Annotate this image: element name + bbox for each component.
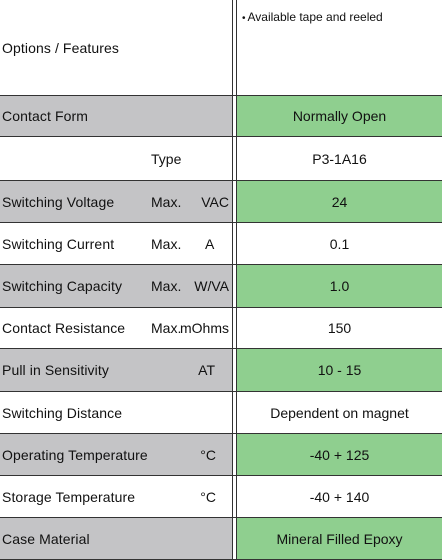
unit-label: A [205,235,215,252]
unit-label: mOhms [180,320,229,336]
unit-label: AT [198,362,215,378]
value-cell: 0.1 [329,235,350,252]
qualifier-label: Max. [151,320,182,336]
spec-row-contact-form [0,96,442,137]
value-cell: Mineral Filled Epoxy [276,530,403,547]
qualifier-label: Max. [151,193,182,210]
unit-label: °C [200,446,216,463]
options-label: Options / Features [2,39,119,56]
qualifier-label: Type [151,150,182,167]
unit-label: °C [200,488,216,505]
value-cell: 1.0 [329,278,350,294]
options-note [242,10,383,24]
param-label: Switching Voltage [2,193,115,210]
value-cell: Dependent on magnet [270,404,409,421]
value-cell: Normally Open [292,108,387,124]
param-label: Storage Temperature [2,488,136,505]
spec-row-type [0,137,442,181]
value-cell: -40 + 140 [309,488,370,505]
spec-row-switching-current [0,223,442,265]
qualifier-label: Max. [151,278,182,294]
spec-row-switching-capacity [0,265,442,308]
value-cell: -40 + 125 [309,446,370,463]
param-label: Switching Current [2,235,115,252]
value-cell: 24 [331,193,348,210]
spec-row-storage-temperature [0,476,442,518]
unit-label: VAC [201,193,229,210]
param-label: Switching Distance [2,404,123,421]
param-label: Case Material [2,530,90,547]
spec-row-switching-voltage [0,181,442,223]
param-label: Switching Capacity [2,278,123,294]
options-row [0,0,442,96]
spec-row-contact-resistance [0,308,442,349]
value-cell: 150 [327,320,352,336]
param-label: Contact Resistance [2,320,126,336]
qualifier-label: Max. [151,235,182,252]
value-cell: 10 - 15 [317,362,362,378]
spec-row-pull-in-sensitivity [0,349,442,392]
unit-label: W/VA [194,278,229,294]
spec-row-operating-temperature [0,434,442,476]
spec-row-switching-distance [0,392,442,434]
param-label: Contact Form [2,108,88,124]
param-label: Operating Temperature [2,446,148,463]
bullet-icon: • [242,13,246,24]
spec-row-case-material [0,518,442,560]
param-label: Pull in Sensitivity [2,362,109,378]
value-cell: P3-1A16 [312,150,367,167]
options-note-text: Available tape and reeled [247,10,383,24]
